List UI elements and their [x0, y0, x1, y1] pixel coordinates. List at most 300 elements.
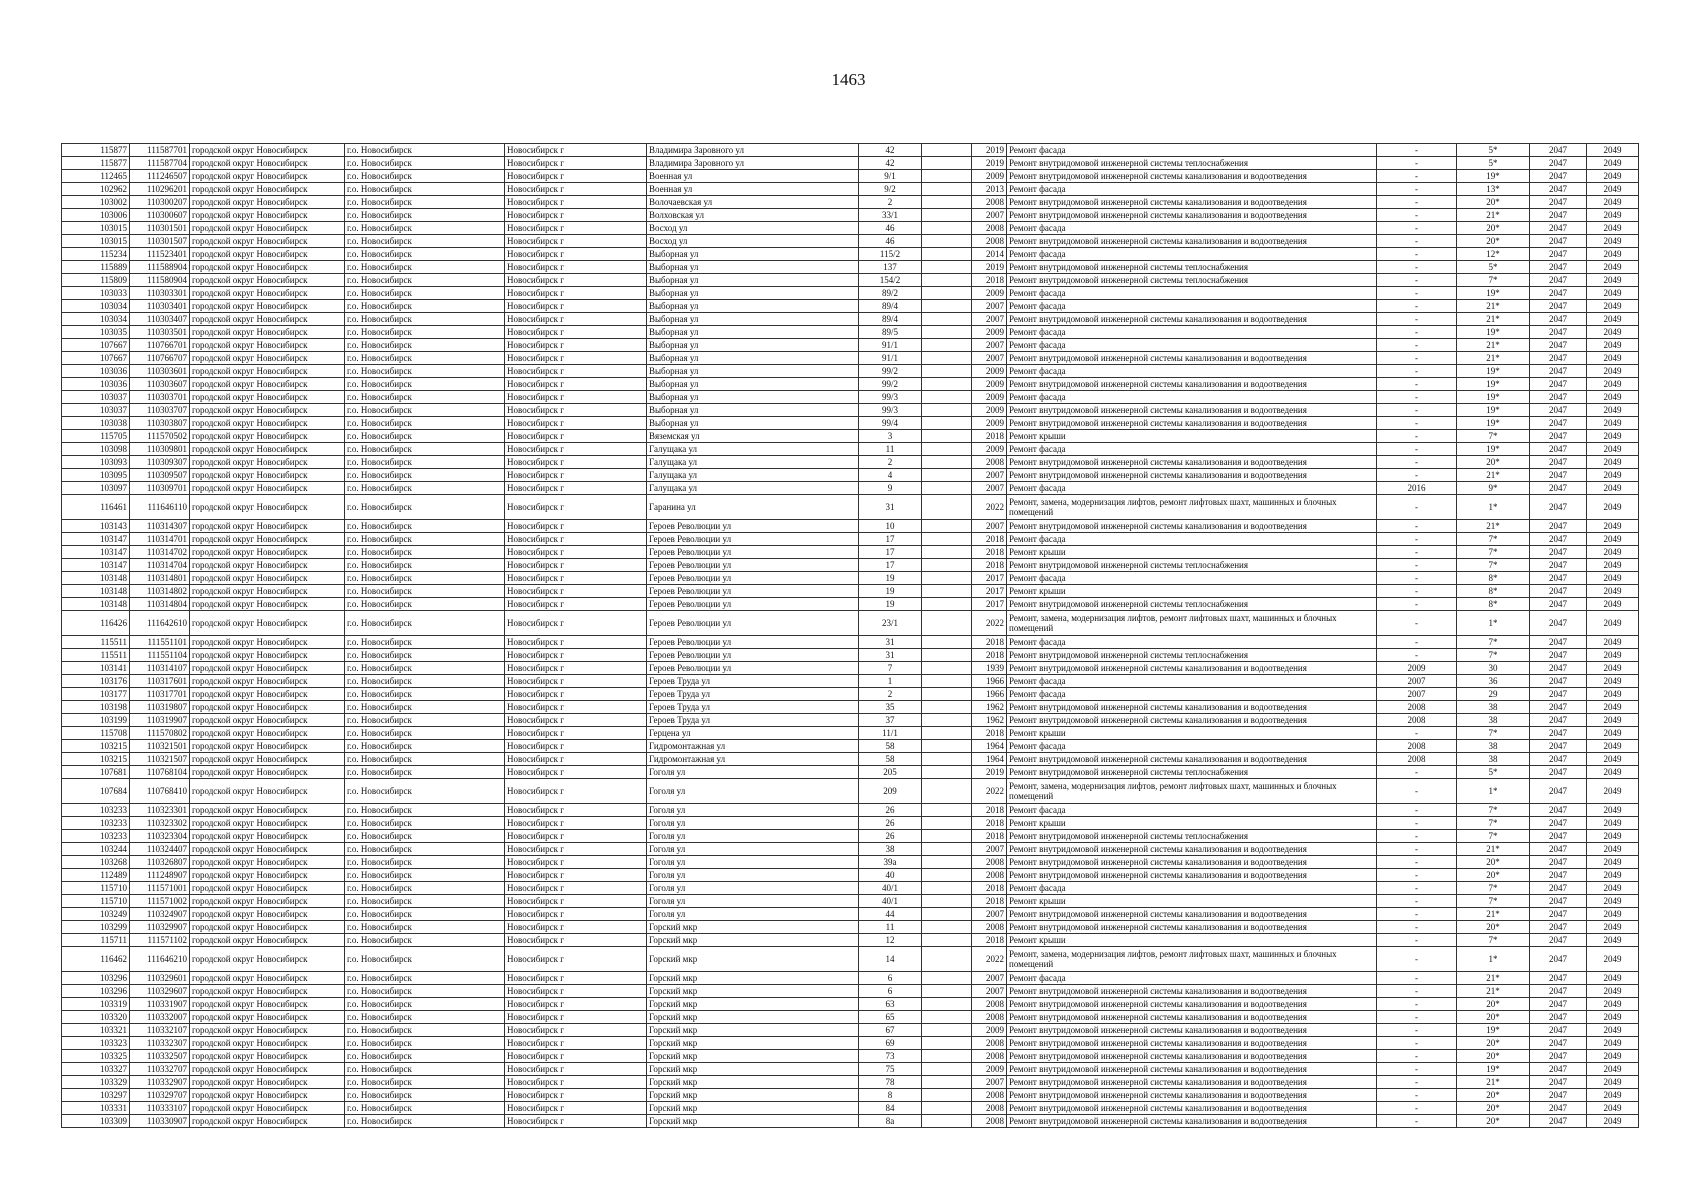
cell-street: Выборная ул	[647, 313, 859, 326]
cell-work-type: Ремонт фасада	[1007, 882, 1377, 895]
register-rows	[62, 144, 1639, 1128]
cell-last-repair-year: -	[1377, 1063, 1457, 1076]
cell-build-year: 1964	[972, 740, 1007, 753]
cell-last-repair-year: -	[1377, 727, 1457, 740]
cell-city: Новосибирск г	[505, 222, 647, 235]
table-row	[62, 727, 1639, 740]
cell-plan-start: 2047	[1530, 934, 1587, 947]
cell-last-repair-year: -	[1377, 183, 1457, 196]
cell-street: Вяземская ул	[647, 430, 859, 443]
cell-city: Новосибирск г	[505, 1050, 647, 1063]
cell-house-id: 103015	[62, 222, 130, 235]
cell-last-repair-year: -	[1377, 495, 1457, 520]
cell-house-id: 103249	[62, 908, 130, 921]
cell-city: Новосибирск г	[505, 248, 647, 261]
cell-city: Новосибирск г	[505, 985, 647, 998]
cell-empty	[922, 326, 972, 339]
cell-street: Владимира Заровного ул	[647, 157, 859, 170]
cell-house-number: 38	[859, 843, 922, 856]
cell-work-id: 110332307	[130, 1037, 190, 1050]
cell-work-id: 110314307	[130, 520, 190, 533]
cell-work-id: 110330907	[130, 1115, 190, 1128]
cell-work-id: 110332707	[130, 1063, 190, 1076]
cell-street: Волховская ул	[647, 209, 859, 222]
table-row	[62, 196, 1639, 209]
cell-city: Новосибирск г	[505, 495, 647, 520]
cell-municipality: городской округ Новосибирск	[190, 326, 345, 339]
cell-district: г.о. Новосибирск	[345, 727, 505, 740]
cell-plan-start: 2047	[1530, 804, 1587, 817]
cell-plan-end: 2049	[1587, 1115, 1639, 1128]
table-row	[62, 339, 1639, 352]
cell-house-number: 23/1	[859, 611, 922, 636]
cell-wear: 21*	[1457, 908, 1530, 921]
cell-last-repair-year: -	[1377, 339, 1457, 352]
cell-work-type: Ремонт внутридомовой инженерной системы канализования и водоотведения	[1007, 235, 1377, 248]
cell-plan-end: 2049	[1587, 921, 1639, 934]
cell-plan-start: 2047	[1530, 1063, 1587, 1076]
cell-plan-end: 2049	[1587, 675, 1639, 688]
cell-last-repair-year: -	[1377, 585, 1457, 598]
cell-city: Новосибирск г	[505, 417, 647, 430]
cell-build-year: 2018	[972, 895, 1007, 908]
cell-plan-end: 2049	[1587, 972, 1639, 985]
cell-work-id: 111551101	[130, 636, 190, 649]
cell-plan-end: 2049	[1587, 391, 1639, 404]
table-row	[62, 972, 1639, 985]
cell-last-repair-year: 2009	[1377, 662, 1457, 675]
cell-last-repair-year: -	[1377, 443, 1457, 456]
cell-street: Горский мкр	[647, 921, 859, 934]
cell-work-type: Ремонт внутридомовой инженерной системы канализования и водоотведения	[1007, 1063, 1377, 1076]
cell-empty	[922, 170, 972, 183]
cell-work-id: 111587704	[130, 157, 190, 170]
cell-street: Выборная ул	[647, 404, 859, 417]
cell-house-number: 31	[859, 649, 922, 662]
cell-wear: 20*	[1457, 1089, 1530, 1102]
cell-build-year: 2007	[972, 908, 1007, 921]
cell-empty	[922, 895, 972, 908]
cell-plan-end: 2049	[1587, 235, 1639, 248]
cell-city: Новосибирск г	[505, 1089, 647, 1102]
cell-house-id: 103147	[62, 533, 130, 546]
cell-plan-start: 2047	[1530, 365, 1587, 378]
cell-last-repair-year: -	[1377, 274, 1457, 287]
cell-empty	[922, 1115, 972, 1128]
cell-empty	[922, 662, 972, 675]
cell-work-type: Ремонт крыши	[1007, 546, 1377, 559]
cell-empty	[922, 856, 972, 869]
cell-house-id: 103141	[62, 662, 130, 675]
cell-wear: 20*	[1457, 1115, 1530, 1128]
cell-work-id: 110332107	[130, 1024, 190, 1037]
cell-empty	[922, 1011, 972, 1024]
cell-house-number: 137	[859, 261, 922, 274]
cell-municipality: городской округ Новосибирск	[190, 688, 345, 701]
cell-house-number: 89/5	[859, 326, 922, 339]
cell-district: г.о. Новосибирск	[345, 209, 505, 222]
cell-city: Новосибирск г	[505, 1037, 647, 1050]
cell-work-type: Ремонт, замена, модернизация лифтов, ремонт лифтовых шахт, машинных и блочных помещений	[1007, 779, 1377, 804]
table-row	[62, 856, 1639, 869]
cell-plan-start: 2047	[1530, 222, 1587, 235]
table-row	[62, 895, 1639, 908]
cell-house-number: 35	[859, 701, 922, 714]
cell-empty	[922, 339, 972, 352]
cell-last-repair-year: -	[1377, 417, 1457, 430]
cell-last-repair-year: -	[1377, 352, 1457, 365]
table-row	[62, 1076, 1639, 1089]
cell-last-repair-year: -	[1377, 856, 1457, 869]
cell-plan-start: 2047	[1530, 947, 1587, 972]
cell-work-type: Ремонт фасада	[1007, 636, 1377, 649]
cell-house-number: 11	[859, 443, 922, 456]
cell-plan-end: 2049	[1587, 895, 1639, 908]
cell-house-id: 103037	[62, 391, 130, 404]
cell-work-id: 110309507	[130, 469, 190, 482]
cell-city: Новосибирск г	[505, 469, 647, 482]
cell-street: Горский мкр	[647, 1011, 859, 1024]
cell-district: г.о. Новосибирск	[345, 598, 505, 611]
table-row	[62, 417, 1639, 430]
cell-build-year: 2008	[972, 456, 1007, 469]
cell-house-id: 115711	[62, 934, 130, 947]
cell-house-id: 103296	[62, 985, 130, 998]
table-row	[62, 921, 1639, 934]
cell-plan-start: 2047	[1530, 611, 1587, 636]
cell-municipality: городской округ Новосибирск	[190, 183, 345, 196]
cell-plan-end: 2049	[1587, 313, 1639, 326]
cell-house-id: 103177	[62, 688, 130, 701]
cell-municipality: городской округ Новосибирск	[190, 972, 345, 985]
cell-house-number: 11/1	[859, 727, 922, 740]
cell-district: г.о. Новосибирск	[345, 998, 505, 1011]
cell-plan-end: 2049	[1587, 856, 1639, 869]
cell-house-id: 103198	[62, 701, 130, 714]
cell-house-number: 99/4	[859, 417, 922, 430]
cell-work-type: Ремонт крыши	[1007, 585, 1377, 598]
cell-build-year: 2018	[972, 274, 1007, 287]
cell-work-id: 110324907	[130, 908, 190, 921]
cell-municipality: городской округ Новосибирск	[190, 662, 345, 675]
cell-street: Выборная ул	[647, 378, 859, 391]
cell-work-type: Ремонт внутридомовой инженерной системы канализования и водоотведения	[1007, 701, 1377, 714]
cell-plan-end: 2049	[1587, 598, 1639, 611]
cell-house-id: 107667	[62, 352, 130, 365]
cell-city: Новосибирск г	[505, 1063, 647, 1076]
cell-district: г.о. Новосибирск	[345, 585, 505, 598]
cell-municipality: городской округ Новосибирск	[190, 1102, 345, 1115]
cell-plan-start: 2047	[1530, 430, 1587, 443]
cell-municipality: городской округ Новосибирск	[190, 235, 345, 248]
cell-street: Героев Революции ул	[647, 520, 859, 533]
cell-house-number: 8а	[859, 1115, 922, 1128]
cell-last-repair-year: -	[1377, 804, 1457, 817]
cell-house-number: 44	[859, 908, 922, 921]
cell-empty	[922, 391, 972, 404]
cell-last-repair-year: -	[1377, 843, 1457, 856]
cell-work-type: Ремонт крыши	[1007, 430, 1377, 443]
cell-work-type: Ремонт фасада	[1007, 144, 1377, 157]
cell-last-repair-year: -	[1377, 378, 1457, 391]
cell-empty	[922, 378, 972, 391]
cell-plan-start: 2047	[1530, 649, 1587, 662]
cell-wear: 20*	[1457, 222, 1530, 235]
cell-plan-end: 2049	[1587, 1050, 1639, 1063]
cell-work-id: 110323301	[130, 804, 190, 817]
cell-district: г.о. Новосибирск	[345, 649, 505, 662]
cell-house-number: 26	[859, 817, 922, 830]
cell-plan-start: 2047	[1530, 546, 1587, 559]
cell-work-id: 111551104	[130, 649, 190, 662]
cell-street: Выборная ул	[647, 300, 859, 313]
cell-build-year: 2018	[972, 533, 1007, 546]
cell-house-number: 26	[859, 804, 922, 817]
cell-build-year: 2009	[972, 287, 1007, 300]
cell-city: Новосибирск г	[505, 830, 647, 843]
cell-empty	[922, 934, 972, 947]
cell-district: г.о. Новосибирск	[345, 817, 505, 830]
cell-wear: 36	[1457, 675, 1530, 688]
cell-build-year: 2018	[972, 934, 1007, 947]
cell-street: Галущака ул	[647, 456, 859, 469]
cell-municipality: городской округ Новосибирск	[190, 144, 345, 157]
cell-street: Галущака ул	[647, 469, 859, 482]
cell-work-type: Ремонт фасада	[1007, 287, 1377, 300]
cell-plan-start: 2047	[1530, 779, 1587, 804]
table-row	[62, 636, 1639, 649]
cell-district: г.о. Новосибирск	[345, 869, 505, 882]
cell-work-type: Ремонт внутридомовой инженерной системы канализования и водоотведения	[1007, 209, 1377, 222]
cell-house-id: 103036	[62, 365, 130, 378]
cell-work-type: Ремонт фасада	[1007, 391, 1377, 404]
cell-work-type: Ремонт внутридомовой инженерной системы канализования и водоотведения	[1007, 921, 1377, 934]
cell-plan-end: 2049	[1587, 352, 1639, 365]
cell-city: Новосибирск г	[505, 287, 647, 300]
cell-build-year: 2008	[972, 1115, 1007, 1128]
cell-house-number: 9/1	[859, 170, 922, 183]
cell-plan-start: 2047	[1530, 300, 1587, 313]
cell-plan-start: 2047	[1530, 714, 1587, 727]
cell-house-number: 58	[859, 740, 922, 753]
cell-last-repair-year: -	[1377, 235, 1457, 248]
cell-work-id: 111642610	[130, 611, 190, 636]
cell-house-number: 17	[859, 533, 922, 546]
cell-empty	[922, 235, 972, 248]
cell-district: г.о. Новосибирск	[345, 300, 505, 313]
cell-last-repair-year: -	[1377, 559, 1457, 572]
cell-plan-start: 2047	[1530, 972, 1587, 985]
cell-empty	[922, 1102, 972, 1115]
cell-district: г.о. Новосибирск	[345, 274, 505, 287]
cell-house-id: 103309	[62, 1115, 130, 1128]
cell-plan-end: 2049	[1587, 261, 1639, 274]
table-row	[62, 675, 1639, 688]
cell-work-type: Ремонт фасада	[1007, 688, 1377, 701]
cell-district: г.о. Новосибирск	[345, 1076, 505, 1089]
cell-city: Новосибирск г	[505, 430, 647, 443]
cell-house-id: 103233	[62, 830, 130, 843]
cell-plan-start: 2047	[1530, 701, 1587, 714]
cell-house-id: 103148	[62, 572, 130, 585]
cell-plan-start: 2047	[1530, 1102, 1587, 1115]
cell-municipality: городской округ Новосибирск	[190, 274, 345, 287]
cell-work-type: Ремонт внутридомовой инженерной системы канализования и водоотведения	[1007, 456, 1377, 469]
cell-work-type: Ремонт внутридомовой инженерной системы канализования и водоотведения	[1007, 170, 1377, 183]
cell-wear: 21*	[1457, 339, 1530, 352]
cell-plan-end: 2049	[1587, 998, 1639, 1011]
cell-wear: 7*	[1457, 533, 1530, 546]
cell-wear: 7*	[1457, 934, 1530, 947]
cell-municipality: городской округ Новосибирск	[190, 196, 345, 209]
cell-street: Владимира Заровного ул	[647, 144, 859, 157]
cell-last-repair-year: -	[1377, 921, 1457, 934]
cell-house-id: 103034	[62, 313, 130, 326]
cell-build-year: 1962	[972, 701, 1007, 714]
cell-district: г.о. Новосибирск	[345, 1037, 505, 1050]
cell-empty	[922, 222, 972, 235]
cell-build-year: 2007	[972, 482, 1007, 495]
cell-work-type: Ремонт фасада	[1007, 533, 1377, 546]
cell-city: Новосибирск г	[505, 740, 647, 753]
table-row	[62, 1011, 1639, 1024]
cell-district: г.о. Новосибирск	[345, 895, 505, 908]
cell-municipality: городской округ Новосибирск	[190, 869, 345, 882]
cell-house-number: 89/4	[859, 300, 922, 313]
cell-district: г.о. Новосибирск	[345, 662, 505, 675]
cell-wear: 20*	[1457, 869, 1530, 882]
cell-work-id: 110301507	[130, 235, 190, 248]
cell-plan-start: 2047	[1530, 662, 1587, 675]
cell-work-id: 110324407	[130, 843, 190, 856]
table-row	[62, 391, 1639, 404]
cell-build-year: 2009	[972, 391, 1007, 404]
cell-work-type: Ремонт внутридомовой инженерной системы теплоснабжения	[1007, 261, 1377, 274]
cell-empty	[922, 248, 972, 261]
cell-district: г.о. Новосибирск	[345, 287, 505, 300]
cell-empty	[922, 1063, 972, 1076]
cell-city: Новосибирск г	[505, 339, 647, 352]
table-row	[62, 779, 1639, 804]
cell-city: Новосибирск г	[505, 456, 647, 469]
cell-last-repair-year: -	[1377, 972, 1457, 985]
cell-district: г.о. Новосибирск	[345, 326, 505, 339]
cell-plan-start: 2047	[1530, 391, 1587, 404]
cell-work-id: 111646110	[130, 495, 190, 520]
cell-municipality: городской округ Новосибирск	[190, 908, 345, 921]
cell-municipality: городской округ Новосибирск	[190, 598, 345, 611]
cell-house-number: 2	[859, 196, 922, 209]
cell-last-repair-year: -	[1377, 998, 1457, 1011]
cell-district: г.о. Новосибирск	[345, 533, 505, 546]
cell-work-id: 110296201	[130, 183, 190, 196]
cell-house-id: 115708	[62, 727, 130, 740]
cell-wear: 1*	[1457, 495, 1530, 520]
cell-work-type: Ремонт фасада	[1007, 365, 1377, 378]
cell-city: Новосибирск г	[505, 378, 647, 391]
cell-city: Новосибирск г	[505, 313, 647, 326]
cell-house-id: 103320	[62, 1011, 130, 1024]
cell-street: Горский мкр	[647, 998, 859, 1011]
cell-municipality: городской округ Новосибирск	[190, 921, 345, 934]
cell-street: Горский мкр	[647, 1076, 859, 1089]
cell-wear: 7*	[1457, 546, 1530, 559]
cell-house-number: 10	[859, 520, 922, 533]
table-row	[62, 261, 1639, 274]
table-row	[62, 985, 1639, 998]
cell-municipality: городской округ Новосибирск	[190, 222, 345, 235]
cell-city: Новосибирск г	[505, 611, 647, 636]
cell-city: Новосибирск г	[505, 727, 647, 740]
table-row	[62, 662, 1639, 675]
cell-district: г.о. Новосибирск	[345, 1089, 505, 1102]
cell-city: Новосибирск г	[505, 274, 647, 287]
cell-empty	[922, 287, 972, 300]
cell-empty	[922, 520, 972, 533]
cell-empty	[922, 753, 972, 766]
cell-plan-start: 2047	[1530, 183, 1587, 196]
cell-municipality: городской округ Новосибирск	[190, 391, 345, 404]
cell-municipality: городской округ Новосибирск	[190, 378, 345, 391]
cell-house-number: 3	[859, 430, 922, 443]
cell-plan-start: 2047	[1530, 443, 1587, 456]
cell-house-id: 103297	[62, 1089, 130, 1102]
cell-wear: 19*	[1457, 404, 1530, 417]
cell-work-id: 111570502	[130, 430, 190, 443]
cell-plan-end: 2049	[1587, 817, 1639, 830]
capital-repair-register-table	[61, 143, 1639, 1128]
table-row	[62, 183, 1639, 196]
cell-build-year: 2022	[972, 947, 1007, 972]
cell-build-year: 2008	[972, 1011, 1007, 1024]
cell-work-id: 111246507	[130, 170, 190, 183]
cell-work-id: 110303707	[130, 404, 190, 417]
cell-street: Героев Революции ул	[647, 636, 859, 649]
cell-house-id: 103036	[62, 378, 130, 391]
cell-house-number: 205	[859, 766, 922, 779]
cell-work-id: 110314801	[130, 572, 190, 585]
cell-plan-end: 2049	[1587, 908, 1639, 921]
cell-city: Новосибирск г	[505, 843, 647, 856]
cell-plan-start: 2047	[1530, 636, 1587, 649]
cell-plan-start: 2047	[1530, 1076, 1587, 1089]
cell-house-id: 103319	[62, 998, 130, 1011]
cell-work-id: 110321501	[130, 740, 190, 753]
cell-district: г.о. Новосибирск	[345, 611, 505, 636]
cell-last-repair-year: -	[1377, 947, 1457, 972]
cell-city: Новосибирск г	[505, 261, 647, 274]
cell-municipality: городской округ Новосибирск	[190, 430, 345, 443]
cell-house-id: 115809	[62, 274, 130, 287]
cell-wear: 38	[1457, 740, 1530, 753]
cell-municipality: городской округ Новосибирск	[190, 843, 345, 856]
cell-city: Новосибирск г	[505, 947, 647, 972]
cell-plan-start: 2047	[1530, 1024, 1587, 1037]
cell-plan-end: 2049	[1587, 1024, 1639, 1037]
cell-plan-start: 2047	[1530, 274, 1587, 287]
table-row	[62, 740, 1639, 753]
cell-house-number: 78	[859, 1076, 922, 1089]
cell-work-id: 110766707	[130, 352, 190, 365]
cell-work-id: 110309307	[130, 456, 190, 469]
cell-build-year: 2007	[972, 300, 1007, 313]
cell-city: Новосибирск г	[505, 753, 647, 766]
cell-work-id: 110300207	[130, 196, 190, 209]
table-row	[62, 1115, 1639, 1128]
cell-last-repair-year: -	[1377, 817, 1457, 830]
cell-house-number: 9/2	[859, 183, 922, 196]
cell-house-id: 103325	[62, 1050, 130, 1063]
